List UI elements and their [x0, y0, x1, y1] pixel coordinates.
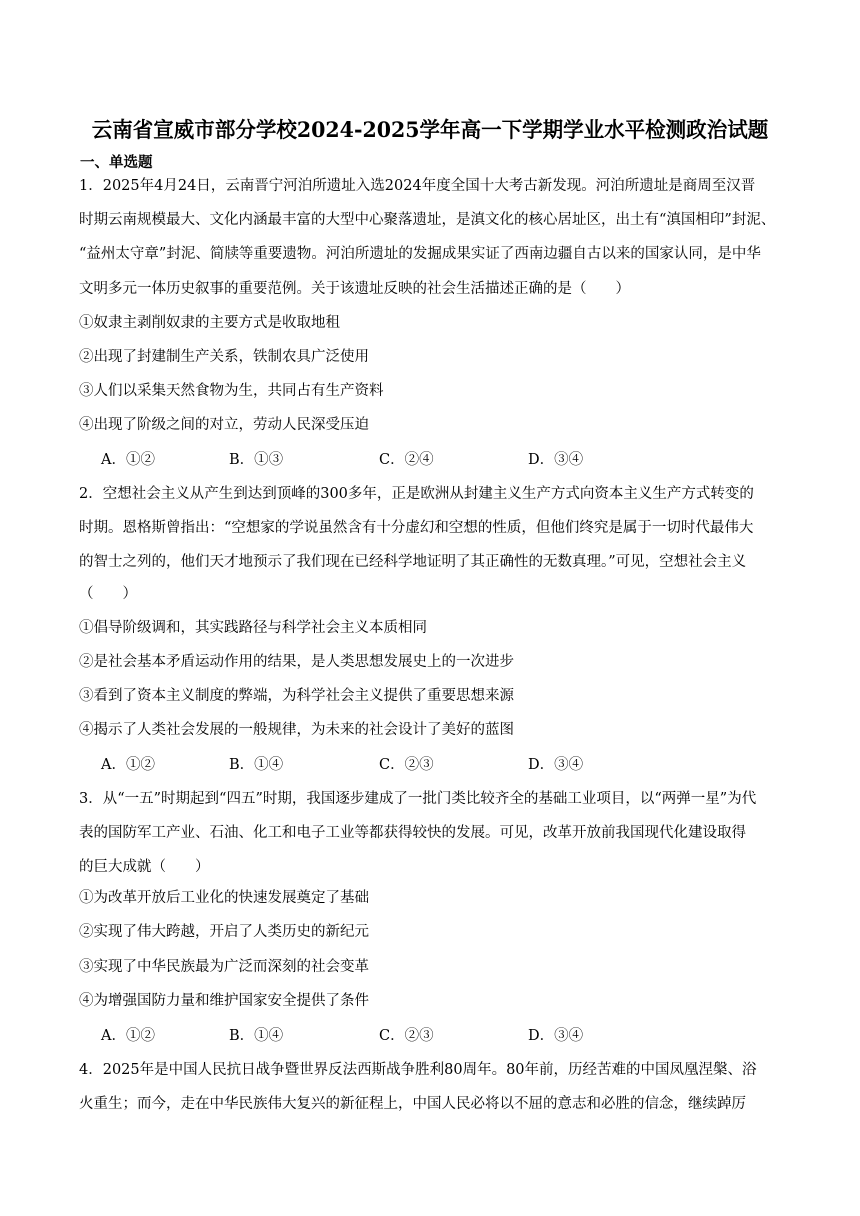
q2-option-c: C．②③ — [379, 757, 434, 773]
q4-stem-line: 火重生；而今，走在中华民族伟大复兴的新征程上，中国人民必将以不屈的意志和必胜的信念，继续踔厉 — [79, 1096, 746, 1112]
q2-option-b: B．①④ — [229, 757, 284, 773]
q2-statement: ③看到了资本主义制度的弊端，为科学社会主义提供了重要思想来源 — [79, 688, 514, 704]
q2-option-d: D．③④ — [528, 757, 584, 773]
q3-statement: ②实现了伟大跨越，开启了人类历史的新纪元 — [79, 924, 369, 940]
q4-stem-line: 4．2025年是中国人民抗日战争暨世界反法西斯战争胜利80周年。80年前，历经苦难的中国凤凰涅槃、浴 — [79, 1062, 757, 1078]
q1-statement: ①奴隶主剥削奴隶的主要方式是收取地租 — [79, 315, 340, 331]
q1-stem-line: “益州太守章”封泥、简牍等重要遗物。河泊所遗址的发掘成果实证了西南边疆自古以来的国家认同，是中华 — [79, 246, 761, 262]
q3-option-a: A．①② — [101, 1028, 155, 1044]
section-heading: 一、单选题 — [80, 154, 153, 171]
q2-statement: ②是社会基本矛盾运动作用的结果，是人类思想发展史上的一次进步 — [79, 654, 514, 670]
q1-stem-line: 时期云南规模最大、文化内涵最丰富的大型中心聚落遗址，是滇文化的核心居址区，出土有“滇国相印”封泥、 — [79, 212, 776, 228]
q1-option-a: A．①② — [101, 452, 155, 468]
q1-option-d: D．③④ — [528, 452, 584, 468]
q3-stem-line: 表的国防军工产业、石油、化工和电子工业等都获得较快的发展。可见，改革开放前我国现代化建设取得 — [79, 825, 746, 841]
exam-title: 云南省宣威市部分学校2024-2025学年高一下学期学业水平检测政治试题 — [91, 117, 769, 142]
q3-option-b: B．①④ — [229, 1028, 284, 1044]
q2-stem-line: 2．空想社会主义从产生到达到顶峰的300多年，正是欧洲从封建主义生产方式向资本主义生产方式转变的 — [79, 486, 754, 502]
q2-statement: ①倡导阶级调和，其实践路径与科学社会主义本质相同 — [79, 620, 427, 636]
q3-option-d: D．③④ — [528, 1028, 584, 1044]
q2-stem-line: 时期。恩格斯曾指出：“空想家的学说虽然含有十分虚幻和空想的性质，但他们终究是属于一切时代最伟大 — [79, 520, 754, 536]
q2-statement: ④揭示了人类社会发展的一般规律，为未来的社会设计了美好的蓝图 — [79, 722, 514, 738]
q3-statement: ③实现了中华民族最为广泛而深刻的社会变革 — [79, 959, 369, 975]
q1-option-c: C．②④ — [379, 452, 434, 468]
q1-statement: ③人们以采集天然食物为生，共同占有生产资料 — [79, 383, 384, 399]
q1-stem-line: 1．2025年4月24日，云南晋宁河泊所遗址入选2024年度全国十大考古新发现。河泊所遗址是商周至汉晋 — [79, 178, 756, 194]
q3-statement: ①为改革开放后工业化的快速发展奠定了基础 — [79, 890, 369, 906]
q2-stem-line: （ ） — [79, 586, 137, 602]
q1-statement: ④出现了阶级之间的对立，劳动人民深受压迫 — [79, 417, 369, 433]
q2-option-a: A．①② — [101, 757, 155, 773]
q3-statement: ④为增强国防力量和维护国家安全提供了条件 — [79, 993, 369, 1009]
q1-stem-line: 文明多元一体历史叙事的重要范例。关于该遗址反映的社会生活描述正确的是（ ） — [79, 281, 630, 297]
q3-stem-line: 3．从“一五”时期起到“四五”时期，我国逐步建成了一批门类比较齐全的基础工业项目，以“两弹一星”为代 — [79, 791, 757, 807]
q3-stem-line: 的巨大成就（ ） — [79, 859, 210, 875]
q1-option-b: B．①③ — [229, 452, 284, 468]
q1-statement: ②出现了封建制生产关系，铁制农具广泛使用 — [79, 349, 369, 365]
q3-option-c: C．②③ — [379, 1028, 434, 1044]
q2-stem-line: 的智士之列的，他们天才地预示了我们现在已经科学地证明了其正确性的无数真理。”可见，空想社会主义 — [79, 554, 747, 570]
